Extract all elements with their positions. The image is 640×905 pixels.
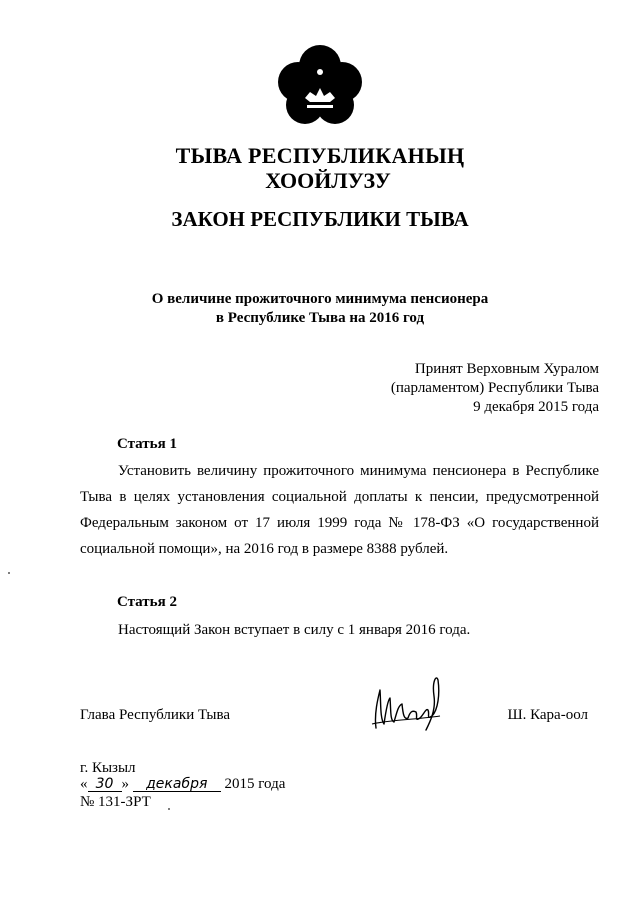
scan-mark	[8, 572, 10, 574]
signing-date	[80, 776, 285, 793]
title-tuvan-line1: ТЫВА РЕСПУБЛИКАНЫҢ	[175, 143, 465, 168]
law-subject	[0, 290, 640, 328]
article-1-heading: Статья 1	[117, 436, 177, 452]
title-russian: ЗАКОН РЕСПУБЛИКИ ТЫВА	[171, 207, 469, 231]
title-tuvan-line2: ХООЙЛУЗУ	[265, 168, 391, 193]
signing-city: г. Кызыл	[80, 760, 136, 776]
date-month-handwritten: декабря	[133, 777, 221, 792]
signatory-position: Глава Республики Тыва	[80, 707, 231, 723]
date-day-handwritten: 30	[88, 777, 122, 792]
adoption-date: 9 декабря 2015 года	[473, 399, 599, 415]
tuva-emblem-icon	[276, 42, 364, 128]
adoption-line1: Принят Верховным Хуралом	[414, 361, 599, 377]
law-subject-line1: О величине прожиточного минимума пенсионера	[151, 291, 489, 307]
article-2-text: Настоящий Закон вступает в силу с 1 января 2016 года.	[118, 622, 471, 638]
article-1-text: Установить величину прожиточного минимума пенсионера в Республике Тыва в целях установления социальной доплаты к пенсии, предусмотренной Федеральным законом от 17 июля 1999 года № 178-ФЗ «О государственной социальной помощи», на 2016 год в размере 8388 рублей.	[80, 463, 599, 557]
scan-mark	[168, 808, 170, 810]
handwritten-signature	[368, 670, 450, 734]
article-2-heading: Статья 2	[117, 594, 177, 610]
adoption-line2: (парламентом) Республики Тыва	[390, 380, 599, 396]
date-close-quote: »	[121, 776, 129, 792]
law-number: № 131-ЗРТ	[80, 794, 151, 810]
signatory-name: Ш. Кара-оол	[507, 707, 588, 723]
law-subject-line2: в Республике Тыва на 2016 год	[215, 310, 425, 326]
date-open-quote: «	[80, 776, 88, 792]
adoption-block	[391, 360, 599, 417]
date-year: 2015 года	[224, 776, 286, 792]
